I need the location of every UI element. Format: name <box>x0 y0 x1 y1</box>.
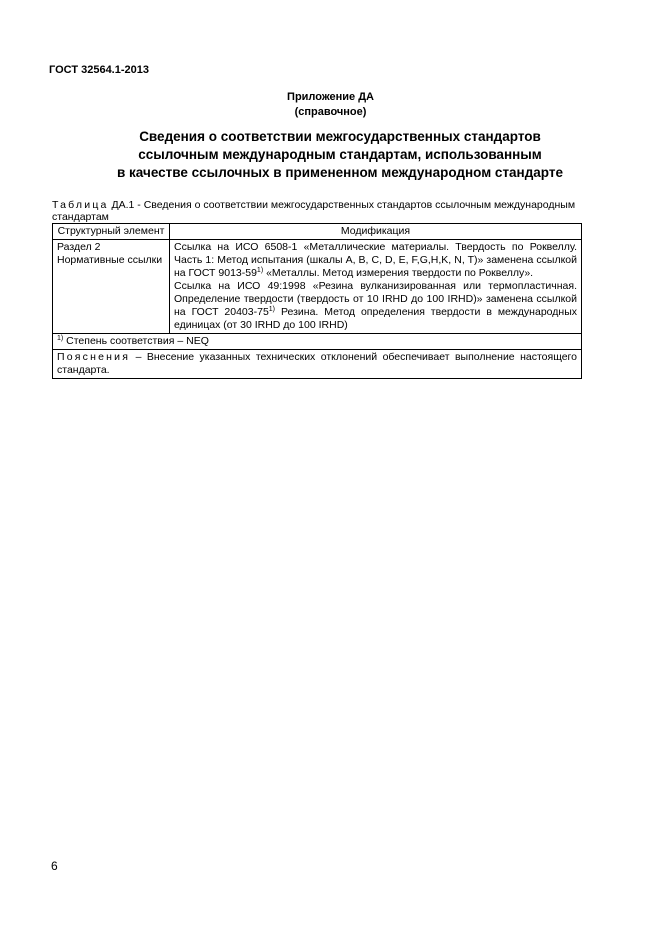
footnote-text: Степень соответствия – NEQ <box>63 335 209 347</box>
footnote-marker: 1) <box>256 267 264 274</box>
mod-text: Резина. Метод определения твердости в международных единицах (от 30 IRHD до 100 IRHD) <box>174 306 577 331</box>
cell-structural-element: Раздел 2 Нормативные ссылки <box>53 240 170 334</box>
footnote-row <box>53 334 582 350</box>
footnote-marker: 1) <box>268 306 276 313</box>
table-caption-text: ДА.1 - Сведения о соответствии межгосударственных стандартов ссылочным международным стандартам <box>52 199 576 223</box>
page-number: 6 <box>51 859 58 873</box>
header-structural-element: Структурный элемент <box>53 224 170 240</box>
footnote-cell <box>53 334 582 350</box>
modification-paragraph-2 <box>174 280 577 332</box>
appendix-subtitle: (справочное) <box>294 106 367 118</box>
table-row <box>53 240 582 334</box>
note-text: – Внесение указанных технических отклонений обеспечивает выполнение настоящего стандарта. <box>57 351 577 376</box>
heading-line-2: ссылочным международным стандартам, использованным <box>138 147 542 162</box>
correspondence-table <box>52 223 582 379</box>
modification-paragraph-1 <box>174 241 577 280</box>
document-code: ГОСТ 32564.1-2013 <box>49 64 149 76</box>
appendix-title: Приложение ДА <box>287 91 374 103</box>
cell-modification <box>170 240 582 334</box>
appendix-heading <box>60 128 620 182</box>
footnote-marker: 1) <box>57 335 64 342</box>
mod-text: «Металлы. Метод измерения твердости по Роквеллу». <box>263 267 534 279</box>
table-caption <box>52 199 612 223</box>
mod-text: Ссылка на ИСО 49:1998 «Резина вулканизированная или термопластичная. Определение твердости (твердость от 10 IRHD до 100 IRHD)» заменена ссылкой на ГОСТ 20403-75 <box>174 280 577 318</box>
heading-line-3: в качестве ссылочных в примененном международном стандарте <box>117 165 563 180</box>
mod-text: Ссылка на ИСО 6508-1 «Металлические материалы. Твердость по Роквеллу. Часть 1: Метод испытания (шкалы A, B, C, D, E, F,G,H,K, N, T)» заменена ссылкой на ГОСТ 9013-59 <box>174 241 577 279</box>
header-modification: Модификация <box>170 224 582 240</box>
table-header-row <box>53 224 582 240</box>
note-row <box>53 350 582 379</box>
note-cell <box>53 350 582 379</box>
table-caption-label: Таблица <box>52 199 109 211</box>
note-label: Пояснения <box>57 351 131 363</box>
heading-line-1: Сведения о соответствии межгосударственных стандартов <box>139 129 541 144</box>
